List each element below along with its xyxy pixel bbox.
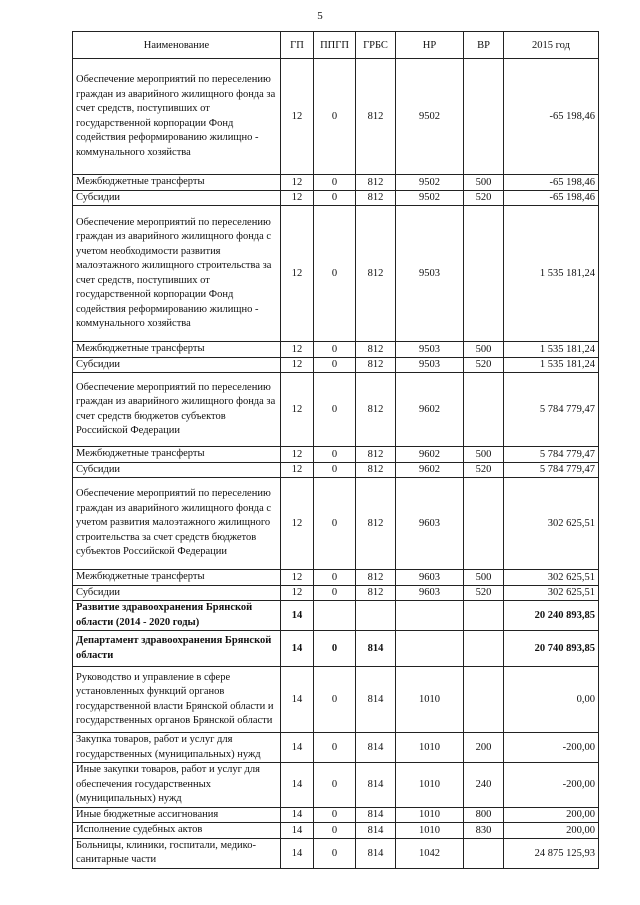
row-amount: 20 240 893,85 bbox=[504, 601, 599, 631]
row-vr: 520 bbox=[464, 190, 504, 206]
row-gp: 12 bbox=[281, 59, 314, 175]
row-ppgp: 0 bbox=[314, 763, 356, 808]
table-row bbox=[73, 462, 599, 478]
row-gp: 14 bbox=[281, 631, 314, 667]
row-amount: 1 535 181,24 bbox=[504, 357, 599, 373]
row-ppgp: 0 bbox=[314, 570, 356, 586]
table-row bbox=[73, 373, 599, 447]
table-row bbox=[73, 733, 599, 763]
row-gp: 12 bbox=[281, 373, 314, 447]
budget-table bbox=[72, 31, 599, 869]
row-ppgp: 0 bbox=[314, 342, 356, 358]
table-row bbox=[73, 447, 599, 463]
row-gp: 12 bbox=[281, 570, 314, 586]
row-nr: 9503 bbox=[396, 342, 464, 358]
row-vr: 500 bbox=[464, 175, 504, 191]
row-grbs: 814 bbox=[356, 838, 396, 868]
row-nr: 9603 bbox=[396, 585, 464, 601]
row-nr: 9602 bbox=[396, 447, 464, 463]
row-grbs: 812 bbox=[356, 357, 396, 373]
row-ppgp: 0 bbox=[314, 175, 356, 191]
row-nr: 9502 bbox=[396, 59, 464, 175]
row-ppgp: 0 bbox=[314, 631, 356, 667]
table-row bbox=[73, 667, 599, 733]
row-grbs: 814 bbox=[356, 631, 396, 667]
row-gp: 14 bbox=[281, 763, 314, 808]
row-name: Исполнение судебных актов bbox=[73, 823, 281, 839]
row-gp: 14 bbox=[281, 823, 314, 839]
row-name: Иные закупки товаров, работ и услуг для обеспечения государственных (муниципальных) нужд bbox=[73, 763, 281, 808]
row-name: Обеспечение мероприятий по переселению граждан из аварийного жилищного фонда за счет средств, поступивших от государственной корпорации Фонд содействия реформированию жилищно - коммунального хозяйства bbox=[73, 59, 281, 175]
table-row bbox=[73, 570, 599, 586]
row-grbs bbox=[356, 601, 396, 631]
table-row bbox=[73, 342, 599, 358]
header-ppgp: ППГП bbox=[314, 32, 356, 59]
row-nr: 1010 bbox=[396, 807, 464, 823]
row-vr bbox=[464, 838, 504, 868]
row-vr bbox=[464, 373, 504, 447]
row-amount: -200,00 bbox=[504, 763, 599, 808]
row-vr bbox=[464, 478, 504, 570]
row-grbs: 814 bbox=[356, 807, 396, 823]
row-ppgp: 0 bbox=[314, 585, 356, 601]
row-name: Закупка товаров, работ и услуг для государственных (муниципальных) нужд bbox=[73, 733, 281, 763]
table-row bbox=[73, 823, 599, 839]
row-gp: 12 bbox=[281, 206, 314, 342]
row-amount: 1 535 181,24 bbox=[504, 342, 599, 358]
row-grbs: 812 bbox=[356, 175, 396, 191]
row-grbs: 812 bbox=[356, 59, 396, 175]
row-ppgp: 0 bbox=[314, 357, 356, 373]
row-ppgp: 0 bbox=[314, 190, 356, 206]
row-vr: 240 bbox=[464, 763, 504, 808]
row-name: Межбюджетные трансферты bbox=[73, 447, 281, 463]
table-row bbox=[73, 478, 599, 570]
row-nr bbox=[396, 631, 464, 667]
row-name: Департамент здравоохранения Брянской области bbox=[73, 631, 281, 667]
row-vr bbox=[464, 601, 504, 631]
table-row bbox=[73, 585, 599, 601]
row-name: Субсидии bbox=[73, 357, 281, 373]
row-ppgp: 0 bbox=[314, 373, 356, 447]
table-row bbox=[73, 190, 599, 206]
table-row bbox=[73, 807, 599, 823]
row-amount: 5 784 779,47 bbox=[504, 373, 599, 447]
row-name: Субсидии bbox=[73, 585, 281, 601]
row-amount: 200,00 bbox=[504, 807, 599, 823]
row-ppgp: 0 bbox=[314, 447, 356, 463]
row-gp: 12 bbox=[281, 447, 314, 463]
row-ppgp: 0 bbox=[314, 823, 356, 839]
row-amount: 1 535 181,24 bbox=[504, 206, 599, 342]
row-gp: 12 bbox=[281, 342, 314, 358]
row-name: Субсидии bbox=[73, 462, 281, 478]
row-vr: 200 bbox=[464, 733, 504, 763]
row-gp: 12 bbox=[281, 585, 314, 601]
row-vr: 500 bbox=[464, 570, 504, 586]
row-nr: 1010 bbox=[396, 667, 464, 733]
row-amount: -65 198,46 bbox=[504, 190, 599, 206]
row-vr bbox=[464, 206, 504, 342]
table-row bbox=[73, 206, 599, 342]
table-row bbox=[73, 601, 599, 631]
row-grbs: 814 bbox=[356, 823, 396, 839]
row-amount: 302 625,51 bbox=[504, 585, 599, 601]
row-name: Обеспечение мероприятий по переселению граждан из аварийного жилищного фонда с учетом развития малоэтажного жилищного строительства за счет средств бюджетов субъектов Российской Федерации bbox=[73, 478, 281, 570]
table-row bbox=[73, 631, 599, 667]
row-ppgp: 0 bbox=[314, 733, 356, 763]
table-header-row bbox=[73, 32, 599, 59]
row-amount: 302 625,51 bbox=[504, 478, 599, 570]
row-ppgp: 0 bbox=[314, 206, 356, 342]
row-nr: 9502 bbox=[396, 190, 464, 206]
row-name: Субсидии bbox=[73, 190, 281, 206]
row-grbs: 812 bbox=[356, 190, 396, 206]
row-gp: 12 bbox=[281, 462, 314, 478]
row-gp: 12 bbox=[281, 175, 314, 191]
row-ppgp bbox=[314, 601, 356, 631]
row-gp: 14 bbox=[281, 601, 314, 631]
row-amount: 5 784 779,47 bbox=[504, 447, 599, 463]
row-amount: -65 198,46 bbox=[504, 59, 599, 175]
row-name: Руководство и управление в сфере установленных функций органов государственной власти Брянской области и государственных органов Брянской области bbox=[73, 667, 281, 733]
row-grbs: 812 bbox=[356, 570, 396, 586]
row-name: Межбюджетные трансферты bbox=[73, 175, 281, 191]
row-nr: 9603 bbox=[396, 570, 464, 586]
row-vr bbox=[464, 59, 504, 175]
row-gp: 14 bbox=[281, 838, 314, 868]
row-amount: 302 625,51 bbox=[504, 570, 599, 586]
row-nr: 9603 bbox=[396, 478, 464, 570]
row-nr: 9502 bbox=[396, 175, 464, 191]
row-nr bbox=[396, 601, 464, 631]
row-amount: 24 875 125,93 bbox=[504, 838, 599, 868]
row-name: Больницы, клиники, госпитали, медико-санитарные части bbox=[73, 838, 281, 868]
header-vr: ВР bbox=[464, 32, 504, 59]
row-vr: 800 bbox=[464, 807, 504, 823]
row-gp: 14 bbox=[281, 807, 314, 823]
row-ppgp: 0 bbox=[314, 59, 356, 175]
row-vr: 830 bbox=[464, 823, 504, 839]
row-grbs: 812 bbox=[356, 478, 396, 570]
page-number: 5 bbox=[317, 10, 323, 22]
row-name: Обеспечение мероприятий по переселению граждан из аварийного жилищного фонда с учетом необходимости развития малоэтажного жилищного строительства за счет средств, поступивших от государственной корпорации Фонд содействия реформированию жилищно - коммунального хозяйства bbox=[73, 206, 281, 342]
row-nr: 1042 bbox=[396, 838, 464, 868]
row-amount: 5 784 779,47 bbox=[504, 462, 599, 478]
row-ppgp: 0 bbox=[314, 462, 356, 478]
row-amount: -200,00 bbox=[504, 733, 599, 763]
row-gp: 14 bbox=[281, 667, 314, 733]
row-grbs: 812 bbox=[356, 462, 396, 478]
row-vr bbox=[464, 667, 504, 733]
row-grbs: 814 bbox=[356, 733, 396, 763]
row-gp: 12 bbox=[281, 478, 314, 570]
header-name: Наименование bbox=[73, 32, 281, 59]
row-ppgp: 0 bbox=[314, 478, 356, 570]
row-vr: 520 bbox=[464, 462, 504, 478]
row-gp: 14 bbox=[281, 733, 314, 763]
row-nr: 9503 bbox=[396, 206, 464, 342]
table-row bbox=[73, 357, 599, 373]
row-vr bbox=[464, 631, 504, 667]
row-ppgp: 0 bbox=[314, 838, 356, 868]
row-grbs: 814 bbox=[356, 763, 396, 808]
row-name: Межбюджетные трансферты bbox=[73, 570, 281, 586]
row-amount: -65 198,46 bbox=[504, 175, 599, 191]
row-name: Иные бюджетные ассигнования bbox=[73, 807, 281, 823]
row-name: Обеспечение мероприятий по переселению граждан из аварийного жилищного фонда за счет средств бюджетов субъектов Российской Федерации bbox=[73, 373, 281, 447]
row-grbs: 812 bbox=[356, 447, 396, 463]
header-gp: ГП bbox=[281, 32, 314, 59]
row-nr: 1010 bbox=[396, 823, 464, 839]
row-grbs: 812 bbox=[356, 585, 396, 601]
table-row bbox=[73, 838, 599, 868]
row-nr: 9503 bbox=[396, 357, 464, 373]
row-vr: 520 bbox=[464, 585, 504, 601]
row-amount: 200,00 bbox=[504, 823, 599, 839]
row-grbs: 812 bbox=[356, 373, 396, 447]
row-vr: 500 bbox=[464, 342, 504, 358]
row-grbs: 812 bbox=[356, 342, 396, 358]
row-gp: 12 bbox=[281, 190, 314, 206]
row-grbs: 812 bbox=[356, 206, 396, 342]
row-nr: 1010 bbox=[396, 733, 464, 763]
row-amount: 20 740 893,85 bbox=[504, 631, 599, 667]
row-amount: 0,00 bbox=[504, 667, 599, 733]
table-row bbox=[73, 59, 599, 175]
header-year: 2015 год bbox=[504, 32, 599, 59]
row-nr: 9602 bbox=[396, 373, 464, 447]
row-grbs: 814 bbox=[356, 667, 396, 733]
row-nr: 1010 bbox=[396, 763, 464, 808]
header-nr: НР bbox=[396, 32, 464, 59]
row-gp: 12 bbox=[281, 357, 314, 373]
row-nr: 9602 bbox=[396, 462, 464, 478]
row-vr: 520 bbox=[464, 357, 504, 373]
table-body bbox=[73, 59, 599, 869]
row-ppgp: 0 bbox=[314, 807, 356, 823]
table-row bbox=[73, 175, 599, 191]
row-name: Межбюджетные трансферты bbox=[73, 342, 281, 358]
header-grbs: ГРБС bbox=[356, 32, 396, 59]
row-name: Развитие здравоохранения Брянской области (2014 - 2020 годы) bbox=[73, 601, 281, 631]
table-row bbox=[73, 763, 599, 808]
row-ppgp: 0 bbox=[314, 667, 356, 733]
row-vr: 500 bbox=[464, 447, 504, 463]
